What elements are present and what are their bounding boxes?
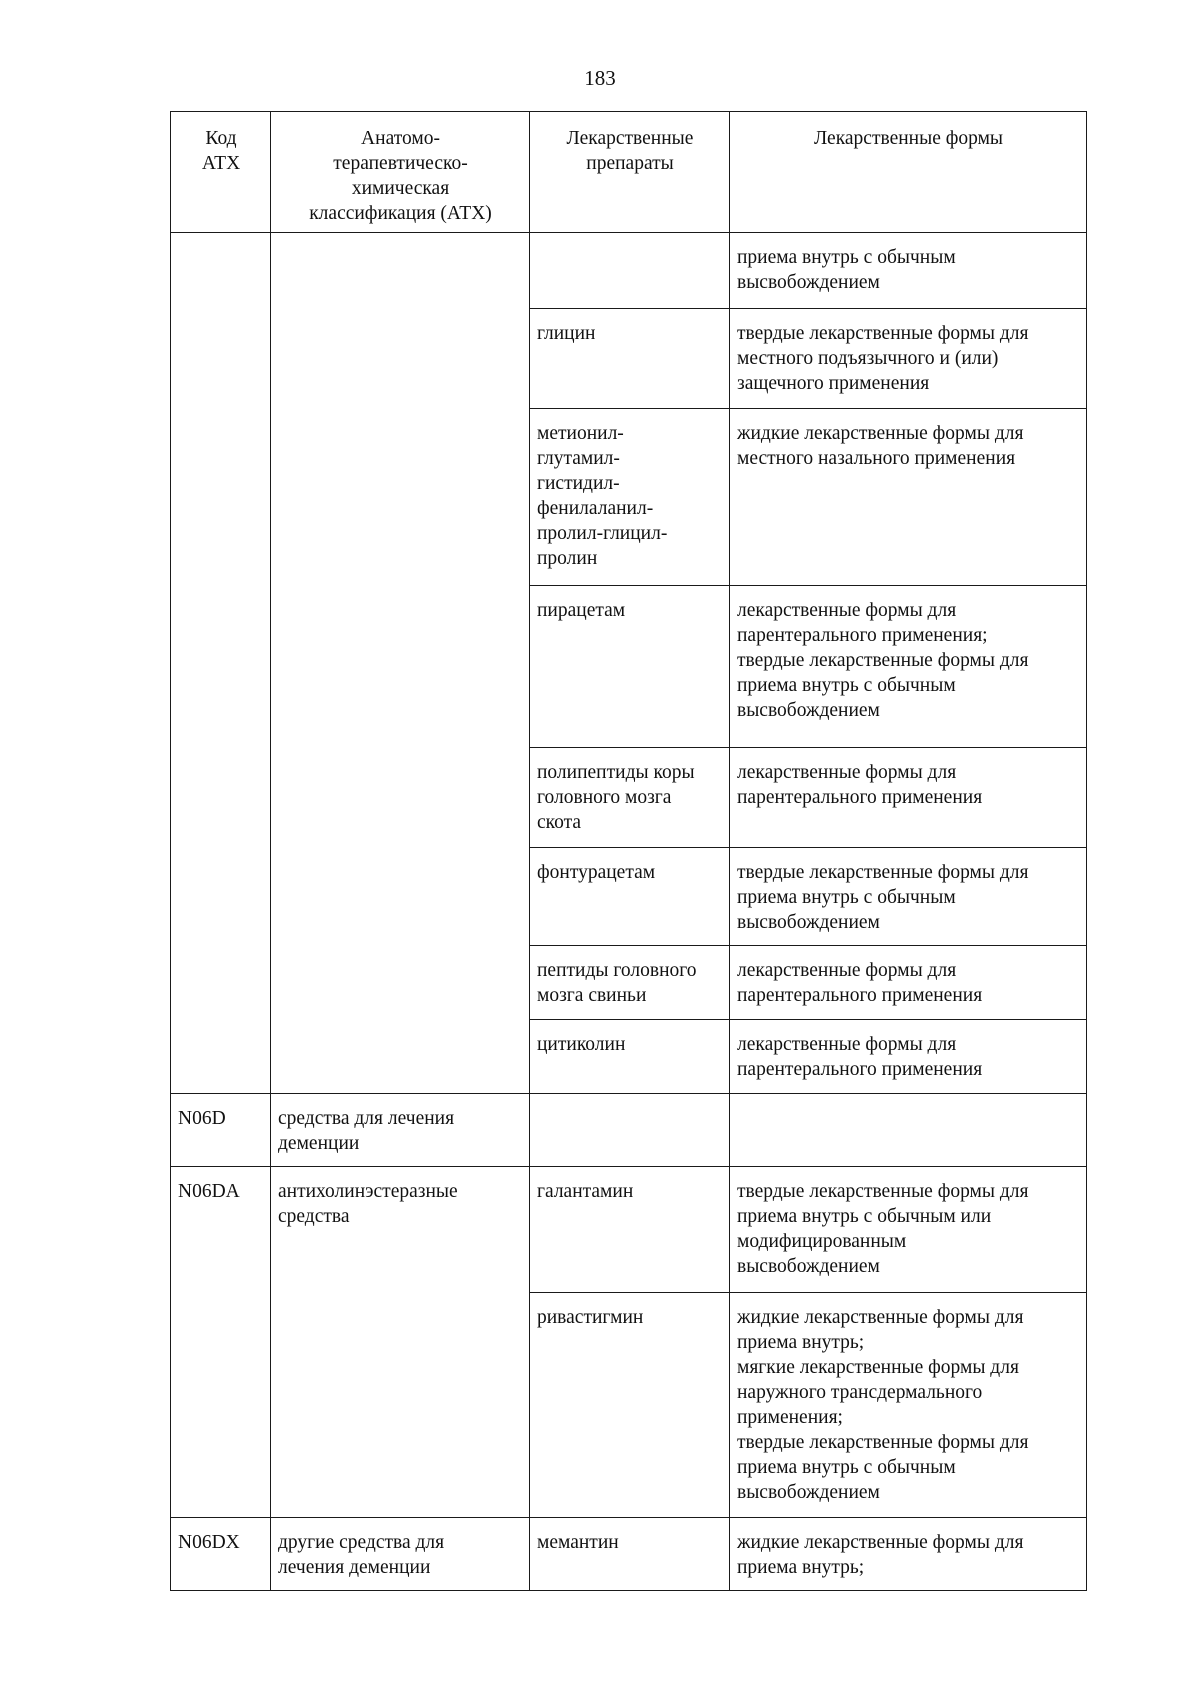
cell-code: N06DX	[171, 1518, 271, 1591]
cell-forms: лекарственные формы для парентерального применения; твердые лекарственные формы для приема внутрь с обычным высвобождением	[730, 586, 1087, 748]
cell-drug: полипептиды коры головного мозга скота	[530, 748, 730, 848]
cell-drug: пирацетам	[530, 586, 730, 748]
cell-code	[171, 233, 271, 1094]
cell-forms: твердые лекарственные формы для приема внутрь с обычным или модифицированным высвобождением	[730, 1167, 1087, 1293]
header-atc-classification: Анатомо- терапевтическо- химическая классификация (АТХ)	[271, 112, 530, 233]
cell-forms: жидкие лекарственные формы для приема внутрь;	[730, 1518, 1087, 1591]
cell-forms: лекарственные формы для парентерального применения	[730, 748, 1087, 848]
cell-code: N06D	[171, 1094, 271, 1167]
cell-drug: ривастигмин	[530, 1293, 730, 1518]
cell-forms: жидкие лекарственные формы для приема внутрь; мягкие лекарственные формы для наружного трансдермального применения; твердые лекарственные формы для приема внутрь с обычным высвобождением	[730, 1293, 1087, 1518]
cell-drug: фонтурацетам	[530, 848, 730, 946]
cell-forms	[730, 1094, 1087, 1167]
table-row	[171, 1167, 1087, 1293]
header-dosage-forms: Лекарственные формы	[730, 112, 1087, 233]
cell-drug: галантамин	[530, 1167, 730, 1293]
cell-drug: глицин	[530, 309, 730, 409]
atc-drug-table	[170, 111, 1087, 1591]
cell-atc: другие средства для лечения деменции	[271, 1518, 530, 1591]
cell-atc: средства для лечения деменции	[271, 1094, 530, 1167]
cell-code	[171, 1293, 271, 1518]
table-row	[171, 1518, 1087, 1591]
page-number: 183	[584, 66, 616, 90]
cell-drug: метионил- глутамил- гистидил- фенилаланил- пролил-глицил- пролин	[530, 409, 730, 586]
cell-drug: пептиды головного мозга свиньи	[530, 946, 730, 1020]
cell-drug: цитиколин	[530, 1020, 730, 1094]
cell-drug	[530, 1094, 730, 1167]
table-row	[171, 1293, 1087, 1518]
cell-forms: твердые лекарственные формы для приема внутрь с обычным высвобождением	[730, 848, 1087, 946]
cell-atc	[271, 233, 530, 1094]
cell-atc: антихолинэстеразные средства	[271, 1167, 530, 1293]
cell-code: N06DA	[171, 1167, 271, 1293]
table-row	[171, 233, 1087, 309]
cell-forms: твердые лекарственные формы для местного подъязычного и (или) защечного применения	[730, 309, 1087, 409]
cell-forms: жидкие лекарственные формы для местного назального применения	[730, 409, 1087, 586]
table-row	[171, 1094, 1087, 1167]
header-drugs: Лекарственные препараты	[530, 112, 730, 233]
table-header-row	[171, 112, 1087, 233]
cell-drug: мемантин	[530, 1518, 730, 1591]
cell-drug	[530, 233, 730, 309]
cell-forms: приема внутрь с обычным высвобождением	[730, 233, 1087, 309]
cell-forms: лекарственные формы для парентерального применения	[730, 1020, 1087, 1094]
cell-atc	[271, 1293, 530, 1518]
header-code: Код АТХ	[171, 112, 271, 233]
cell-forms: лекарственные формы для парентерального применения	[730, 946, 1087, 1020]
